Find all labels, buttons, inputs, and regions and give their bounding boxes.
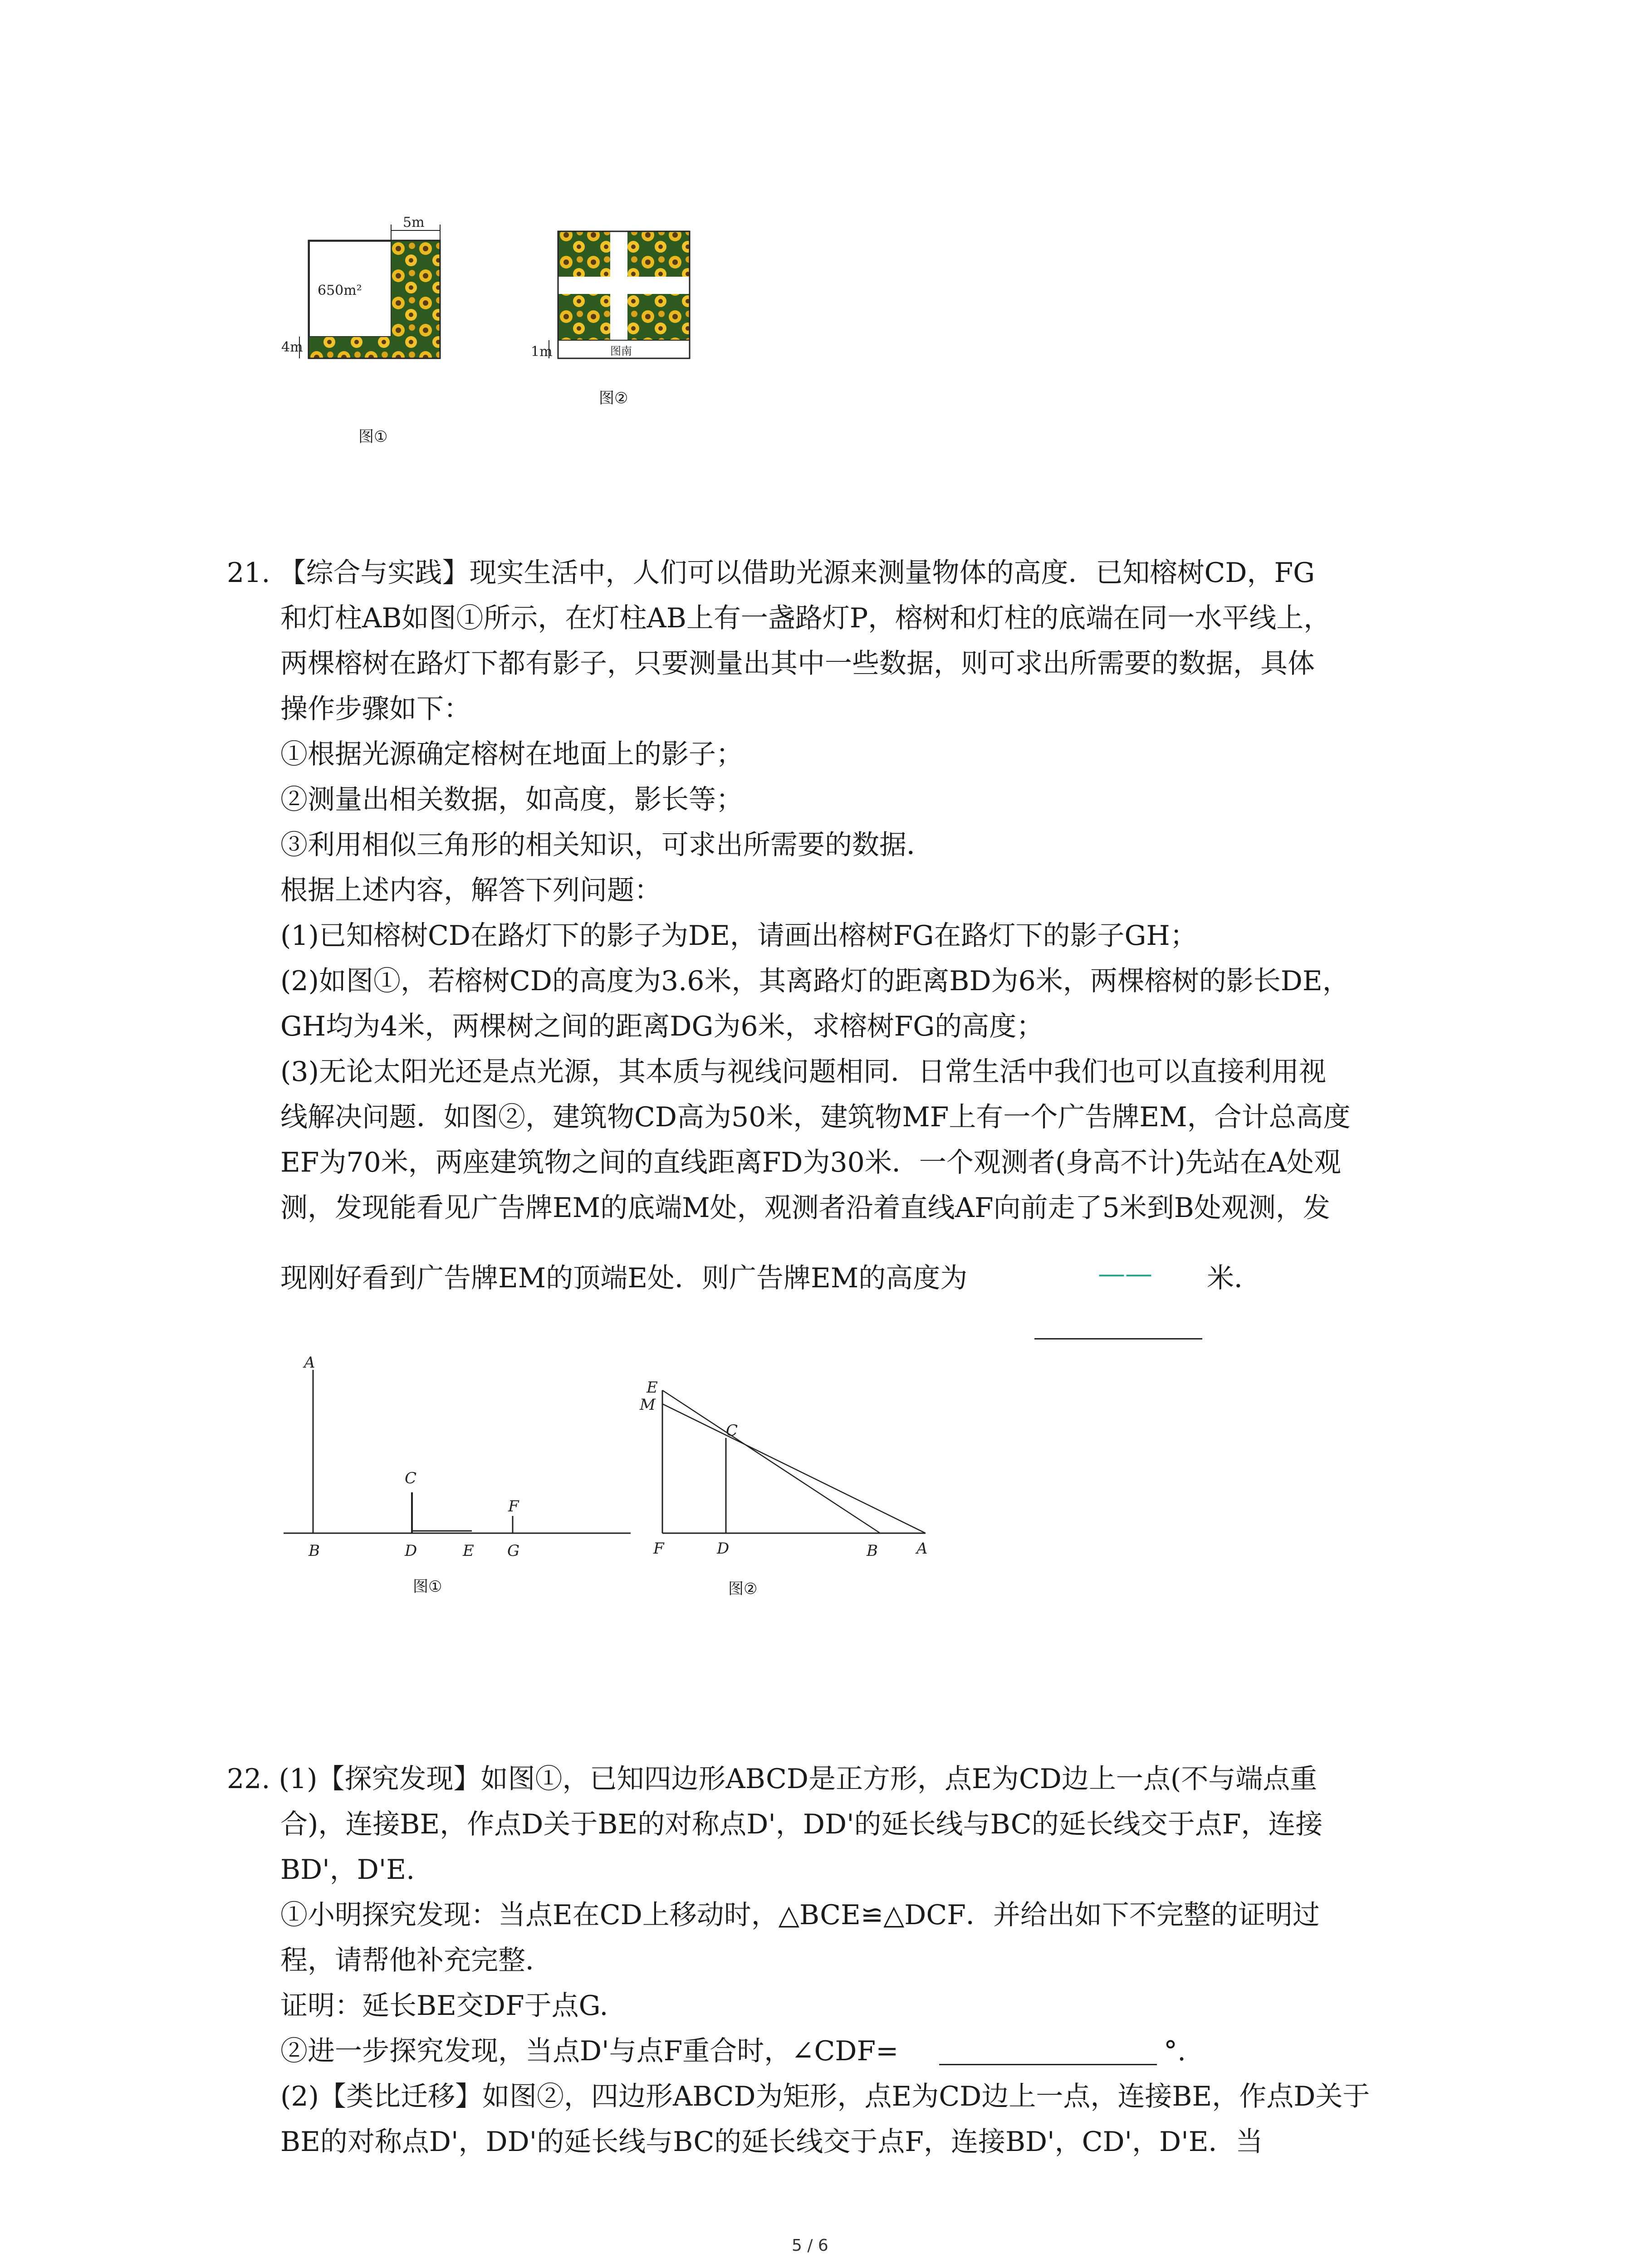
label2-D: D (717, 1540, 730, 1558)
q21-line-6: ②测量出相关数据，如高度，影长等； (280, 784, 743, 816)
road-label: 图南 (610, 345, 632, 357)
mid-figure-2 (635, 1370, 953, 1569)
q22-line-6: 证明：延长BE交DF于点G. (280, 1990, 608, 2022)
top-fig2-caption: 图② (599, 389, 628, 407)
mid-figure-1 (277, 1347, 635, 1560)
q21-line-9: (1)已知榕树CD在路灯下的影子为DE，请画出榕树FG在路灯下的影子GH； (280, 920, 1197, 952)
q22-line-2: 合)，连接BE，作点D关于BE的对称点D'，DD'的延长线与BC的延长线交于点F，连接 (280, 1809, 1323, 1840)
label2-F: F (653, 1540, 664, 1558)
q21-line-3: 两棵榕树在路灯下都有影子，只要测量出其中一些数据，则可求出所需要的数据，具体 (280, 648, 1315, 679)
q21-line-14: EF为70米，两座建筑物之间的直线距离FD为30米．一个观测者(身高不计)先站在A处观 (280, 1147, 1342, 1178)
q22-line-5: 程，请帮他补充完整． (280, 1945, 553, 1976)
q21-line-12: (3)无论太阳光还是点光源，其本质与视线问题相同．日常生活中我们也可以直接利用视 (280, 1056, 1326, 1088)
top-fig1-caption: 图① (358, 428, 388, 446)
q22-line-7-end: °. (1164, 2035, 1186, 2067)
q21-line-11: GH均为4米，两棵树之间的距离DG为6米，求榕树FG的高度； (280, 1011, 1044, 1042)
label-A: A (304, 1354, 315, 1372)
dim-4m: 4m (281, 339, 303, 355)
label2-M: M (640, 1396, 656, 1414)
label-G: G (507, 1542, 520, 1560)
label2-B: B (867, 1542, 878, 1560)
q22-line-9: BE的对称点D'，DD'的延长线与BC的延长线交于点F，连接BD'，CD'，D'E．当 (280, 2126, 1263, 2158)
top-figure-2 (531, 227, 699, 372)
area-label: 650m² (318, 283, 362, 298)
label-E: E (463, 1542, 474, 1560)
q21-answer-blank[interactable] (1034, 1338, 1202, 1339)
q21-line-15: 测，发现能看见广告牌EM的底端M处，观测者沿着直线AF向前走了5米到B处观测，发 (280, 1192, 1330, 1224)
dim-5m: 5m (403, 215, 425, 230)
q22-line-4: ①小明探究发现：当点E在CD上移动时，△BCE≌△DCF．并给出如下不完整的证明过 (280, 1899, 1320, 1931)
q21-answer-mark: —— (1098, 1258, 1152, 1290)
q21-line-1: 21. 【综合与实践】现实生活中，人们可以借助光源来测量物体的高度．已知榕树CD，FG (227, 557, 1315, 589)
dim-1m: 1m (531, 344, 553, 360)
label-D: D (405, 1542, 417, 1560)
q21-line-5: ①根据光源确定榕树在地面上的影子； (280, 738, 743, 770)
label-F: F (508, 1497, 519, 1515)
label-C: C (405, 1469, 417, 1487)
q22-line-7: ②进一步探究发现，当点D'与点F重合时，∠CDF= (280, 2035, 899, 2067)
q21-line-7: ③利用相似三角形的相关知识，可求出所需要的数据． (280, 829, 934, 861)
label-B: B (309, 1542, 320, 1560)
q22-line-1: 22. (1)【探究发现】如图①，已知四边形ABCD是正方形，点E为CD边上一点(不与端点重 (227, 1763, 1318, 1795)
q22-angle-blank[interactable] (939, 2064, 1157, 2065)
q22-line-3: BD'，D'E. (280, 1854, 415, 1886)
q21-line-16-end: 米． (1207, 1262, 1261, 1294)
label2-E: E (647, 1378, 658, 1397)
page-number: 5 / 6 (792, 2236, 828, 2255)
label2-A: A (916, 1540, 928, 1558)
mid-fig2-caption: 图② (728, 1580, 758, 1598)
label2-C: C (726, 1422, 738, 1440)
q22-line-8: (2)【类比迁移】如图②，四边形ABCD为矩形，点E为CD边上一点，连接BE，作点D关于 (280, 2081, 1370, 2112)
q21-line-2: 和灯柱AB如图①所示，在灯柱AB上有一盏路灯P，榕树和灯柱的底端在同一水平线上， (280, 602, 1331, 634)
q21-line-13: 线解决问题．如图②，建筑物CD高为50米，建筑物MF上有一个广告牌EM，合计总高度 (280, 1101, 1351, 1133)
q21-line-8: 根据上述内容，解答下列问题： (280, 875, 661, 906)
q21-line-4: 操作步骤如下： (280, 693, 471, 725)
q21-line-16: 现刚好看到广告牌EM的顶端E处．则广告牌EM的高度为 (280, 1262, 968, 1294)
mid-fig1-caption: 图① (413, 1578, 442, 1596)
q21-line-10: (2)如图①，若榕树CD的高度为3.6米，其离路灯的距离BD为6米，两棵榕树的影长DE， (280, 965, 1350, 997)
top-figure-1 (281, 213, 472, 417)
